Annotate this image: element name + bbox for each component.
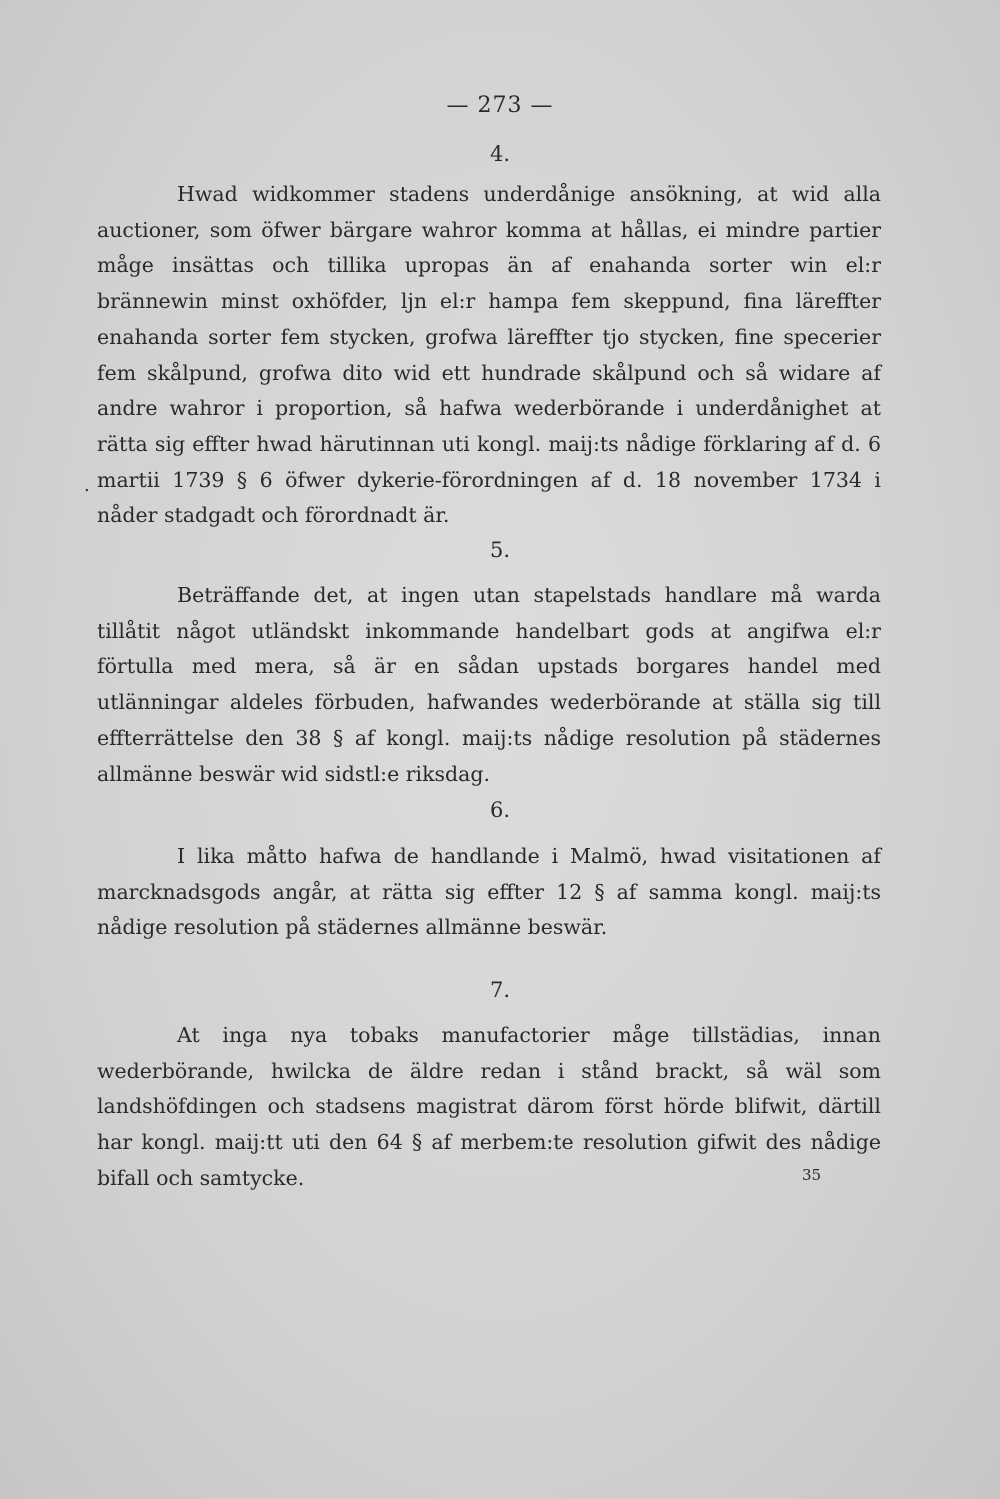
section-7-paragraph (97, 1018, 881, 1197)
section-7-text: At inga nya tobaks manufactorier måge tillstädias, innan wederbörande, hwilcka de äldre redan i stånd brackt, så wäl som landshöfdingen och stadsens magistrat därom först hörde blifwit, därtill har kongl. maij:tt uti den 64 § af merbem:te resolution gifwit des nådige bifall och samtycke. (97, 1023, 881, 1190)
section-number-5: 5. (489, 538, 511, 562)
section-5-text: Beträffande det, at ingen utan stapelstads handlare må warda tillåtit något utländskt inkommande handelbart gods at angifwa el:r förtulla med mera, så är en sådan upstads borgares handel med utlänningar aldeles förbuden, hafwandes wederbörande at ställa sig till effterrättelse den 38 § af kongl. maij:ts nådige resolution på städernes allmänne beswär wid sidstl:e riksdag. (97, 583, 881, 786)
page-number: — 273 — (446, 93, 554, 118)
section-4-paragraph (97, 177, 881, 534)
section-number-7: 7. (489, 978, 511, 1002)
section-number-6: 6. (489, 798, 511, 822)
section-4-text: Hwad widkommer stadens underdånige ansökning, at wid alla auctioner, som öfwer bärgare wahror komma at hållas, ei mindre partier måge insättas och tillika upropas än af enahanda sorter win el:r brännewin minst oxhöfder, ljn el:r hampa fem skeppund, fina läreffter enahanda sorter fem stycken, grofwa läreffter tjo stycken, fine specerier fem skålpund, grofwa dito wid ett hundrade skålpund och så widare af andre wahror i proportion, så hafwa wederbörande i underdånighet at rätta sig effter hwad härutinnan uti kongl. maij:ts nådige förklaring af d. 6 martii 1739 § 6 öfwer dykerie-förordningen af d. 18 november 1734 i nåder stadgadt och förordnadt är. (97, 182, 881, 528)
section-5-paragraph (97, 578, 881, 792)
section-6-paragraph (97, 839, 881, 946)
signature-mark: 35 (802, 1166, 822, 1184)
section-6-text: I lika måtto hafwa de handlande i Malmö, hwad visitationen af marcknadsgods angår, at rätta sig effter 12 § af samma kongl. maij:ts nådige resolution på städernes allmänne beswär. (97, 844, 881, 940)
section-number-4: 4. (489, 142, 511, 166)
margin-mark: . (84, 475, 90, 496)
